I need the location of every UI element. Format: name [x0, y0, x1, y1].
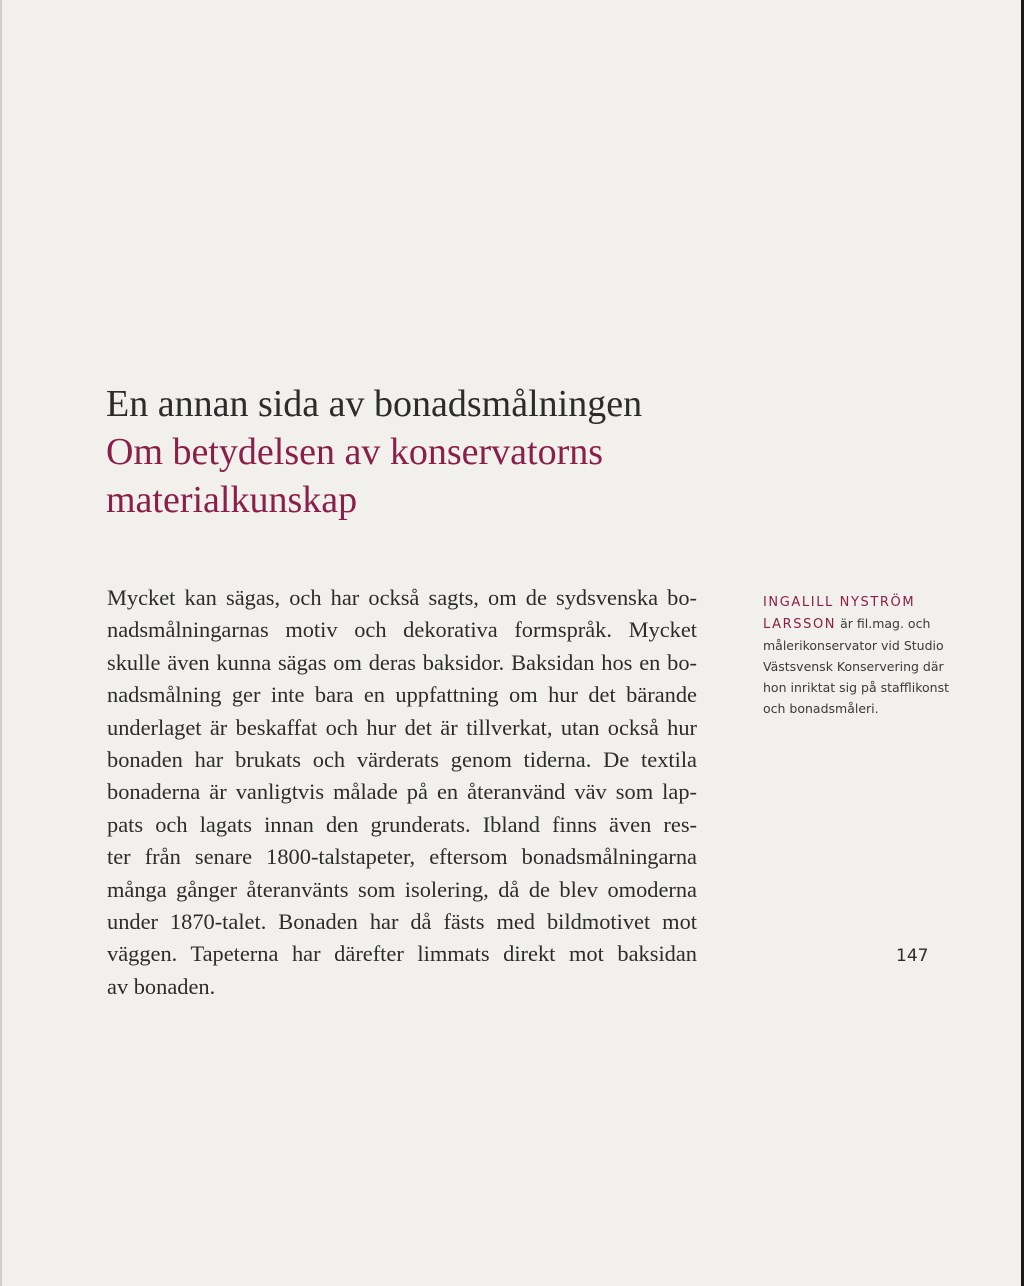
body-line-11: under 1870-talet. Bonaden har då fästs med bildmotivet mot [107, 909, 697, 935]
body-line-5: underlaget är beskaffat och hur det är tillverkat, utan också hur [107, 714, 697, 740]
sidenote-line-2: målerikonservator vid Studio [763, 638, 944, 653]
article-title: En annan sida av bonadsmålningen [106, 383, 643, 425]
body-line-8: pats och lagats innan den grunderats. Ibland finns även res- [107, 811, 697, 837]
article-subtitle-line-2: materialkunskap [106, 479, 358, 521]
body-paragraph [107, 582, 697, 1003]
author-sidenote [763, 591, 963, 719]
sidenote-line-3: Västsvensk Konservering där [763, 659, 944, 674]
page-edge-left [0, 0, 2, 1286]
body-line-7: bonaderna är vanligtvis målade på en återanvänd väv som lap- [107, 779, 697, 805]
sidenote-line-4: hon inriktat sig på stafflikonst [763, 680, 950, 695]
article-subtitle-line-1: Om betydelsen av konservatorns [106, 431, 604, 473]
body-line-1: Mycket kan sägas, och har också sagts, om de sydsvenska bo- [107, 585, 697, 610]
author-name-first: INGALILL NYSTRÖM [763, 595, 916, 610]
body-line-13: av bonaden. [107, 973, 216, 999]
article-heading [106, 380, 746, 524]
body-line-4: nadsmålning ger inte bara en uppfattning om hur det bärande [107, 682, 697, 708]
sidenote-line-author [763, 591, 963, 613]
body-line-10: många gånger återanvänts som isolering, då de blev omoderna [107, 876, 697, 902]
sidenote-line-1-rest: är fil.mag. och [840, 616, 931, 631]
body-line-2: nadsmålningarnas motiv och dekorativa formspråk. Mycket [107, 617, 697, 643]
body-line-6: bonaden har brukats och värderats genom tiderna. De textila [107, 747, 697, 773]
sidenote-line-5: och bonadsmåleri. [763, 701, 879, 716]
body-line-12: väggen. Tapeterna har därefter limmats direkt mot baksidan [107, 941, 697, 967]
body-line-9: ter från senare 1800-talstapeter, eftersom bonadsmålningarna [107, 844, 697, 870]
sidenote-line-author-2 [763, 613, 963, 635]
body-line-3: skulle även kunna sägas om deras baksidor. Baksidan hos en bo- [107, 649, 697, 675]
page-number: 147 [896, 946, 929, 966]
author-name-last: LARSSON [763, 617, 837, 632]
